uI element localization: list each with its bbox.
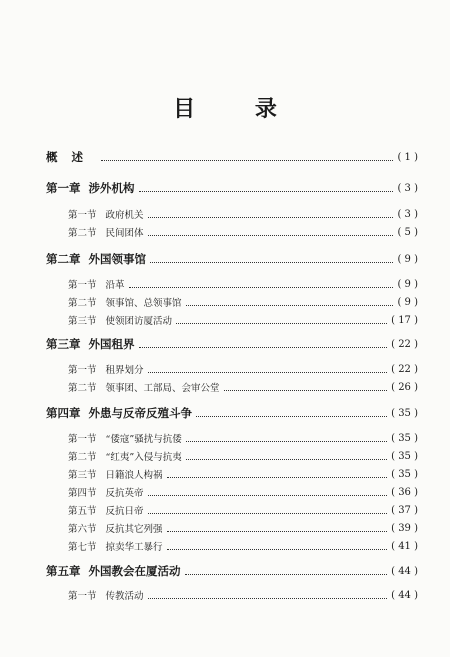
toc-page-number: ( 41 ) [391, 540, 418, 552]
toc-page-number: ( 35 ) [391, 450, 418, 462]
toc-entry-title: 传教活动 [105, 591, 144, 602]
toc-section-entry[interactable] [46, 465, 418, 483]
dot-leader [167, 531, 388, 532]
toc-chapter-entry[interactable] [46, 335, 418, 353]
toc-chapter-entry[interactable] [46, 148, 418, 166]
toc-entry-title: 使领团访厦活动 [105, 316, 173, 327]
toc-page-number: ( 22 ) [391, 363, 418, 375]
toc-section-entry[interactable] [46, 378, 418, 396]
dot-leader [101, 160, 393, 161]
toc-page-number: ( 3 ) [397, 208, 418, 220]
toc-entry-number: 第一节 [68, 434, 97, 445]
toc-entry-number: 第六节 [68, 524, 97, 535]
dot-leader [176, 323, 387, 324]
toc-entry-label [46, 485, 144, 499]
dot-leader [148, 372, 388, 373]
toc-entry-title: 反抗其它列强 [105, 524, 163, 535]
toc-entry-label [46, 180, 135, 196]
toc-entry-number: 第一节 [68, 591, 97, 602]
toc-section-entry[interactable] [46, 447, 418, 465]
toc-entry-number: 第二章 [46, 252, 81, 266]
dot-leader [148, 217, 394, 218]
toc-section-entry[interactable] [46, 311, 418, 329]
toc-page-number: ( 39 ) [391, 522, 418, 534]
toc-entry-label [46, 295, 182, 309]
dot-leader [148, 235, 394, 236]
toc-entry-number: 第一节 [68, 365, 97, 376]
toc-entry-title: “红夷”入侵与抗夷 [105, 452, 182, 463]
toc-entry-number: 第三章 [46, 337, 81, 351]
dot-leader [139, 191, 394, 192]
toc-entry-number: 第二节 [68, 383, 97, 394]
toc-entry-title: 租界划分 [105, 365, 144, 376]
toc-entry-number: 第三节 [68, 470, 97, 481]
toc-section-entry[interactable] [46, 360, 418, 378]
toc-chapter-entry[interactable] [46, 250, 418, 268]
dot-leader [139, 347, 388, 348]
toc-entry-label [46, 405, 192, 421]
toc-entry-label [46, 336, 135, 352]
toc-section-entry[interactable] [46, 205, 418, 223]
toc-page-number: ( 35 ) [391, 432, 418, 444]
dot-leader [148, 495, 388, 496]
toc-entry-label [46, 313, 172, 327]
toc-entry-number: 概述 [46, 150, 97, 164]
toc-entry-label [46, 563, 181, 579]
dot-leader [185, 574, 388, 575]
toc-entry-label [46, 521, 163, 535]
toc-page-number: ( 35 ) [391, 407, 418, 419]
toc-page-number: ( 9 ) [397, 296, 418, 308]
toc-entry-title: 反抗英帝 [105, 488, 144, 499]
toc-section-entry[interactable] [46, 586, 418, 604]
toc-entry-number: 第五节 [68, 506, 97, 517]
dot-leader [148, 598, 388, 599]
toc-page-number: ( 35 ) [391, 468, 418, 480]
toc-section-entry[interactable] [46, 293, 418, 311]
toc-entry-title: 政府机关 [105, 210, 144, 221]
dot-leader [167, 549, 388, 550]
dot-leader [150, 262, 393, 263]
toc-section-entry[interactable] [46, 519, 418, 537]
toc-page-number: ( 9 ) [397, 253, 418, 265]
toc-section-entry[interactable] [46, 223, 418, 241]
toc-entry-number: 第三节 [68, 316, 97, 327]
toc-entry-title: “倭寇”骚扰与抗倭 [105, 434, 182, 445]
toc-entry-number: 第七节 [68, 542, 97, 553]
toc-entry-title: 日籍浪人构祸 [105, 470, 163, 481]
dot-leader [186, 459, 387, 460]
toc-entry-label [46, 503, 144, 517]
dot-leader [186, 441, 387, 442]
dot-leader [148, 513, 388, 514]
toc-page-number: ( 9 ) [397, 278, 418, 290]
toc-entry-number: 第一节 [68, 210, 97, 221]
toc-entry-label [46, 467, 163, 481]
dot-leader [186, 305, 394, 306]
toc-chapter-entry[interactable] [46, 404, 418, 422]
toc-entry-title: 领事团、工部局、会审公堂 [105, 383, 220, 394]
toc-entry-number: 第二节 [68, 228, 97, 239]
toc-entry-title: 外国教会在厦活动 [88, 564, 181, 578]
toc-page-number: ( 44 ) [391, 589, 418, 601]
toc-entry-number: 第二节 [68, 452, 97, 463]
toc-entry-number: 第一节 [68, 280, 97, 291]
toc-entry-number: 第一章 [46, 181, 81, 195]
toc-entry-label [46, 539, 163, 553]
toc-page-number: ( 22 ) [391, 338, 418, 350]
toc-entry-title: 反抗日帝 [105, 506, 144, 517]
toc-chapter-entry[interactable] [46, 562, 418, 580]
toc-entry-label [46, 251, 146, 267]
dot-leader [196, 416, 387, 417]
toc-entry-number: 第二节 [68, 298, 97, 309]
toc-section-entry[interactable] [46, 275, 418, 293]
toc-page-number: ( 36 ) [391, 486, 418, 498]
toc-entry-label [46, 149, 97, 165]
toc-entry-number: 第五章 [46, 564, 81, 578]
toc-section-entry[interactable] [46, 501, 418, 519]
toc-entry-title: 民间团体 [105, 228, 144, 239]
toc-chapter-entry[interactable] [46, 179, 418, 197]
toc-entry-title: 外国租界 [88, 337, 135, 351]
toc-page-number: ( 17 ) [391, 314, 418, 326]
toc-entry-title: 外国领事馆 [88, 252, 146, 266]
toc-entry-label [46, 362, 144, 376]
toc-entry-title: 外患与反帝反殖斗争 [88, 406, 192, 420]
toc-entry-label [46, 588, 144, 602]
toc-entry-label [46, 431, 182, 445]
toc-entry-number: 第四章 [46, 406, 81, 420]
page-title: 目 录 [173, 96, 303, 122]
toc-entry-label [46, 380, 220, 394]
dot-leader [224, 390, 388, 391]
toc-page-number: ( 37 ) [391, 504, 418, 516]
toc-page-number: ( 3 ) [397, 182, 418, 194]
toc-page-number: ( 26 ) [391, 381, 418, 393]
toc-entry-number: 第四节 [68, 488, 97, 499]
toc-entry-title: 掠卖华工暴行 [105, 542, 163, 553]
toc-entry-label [46, 277, 125, 291]
toc-page-number: ( 44 ) [391, 565, 418, 577]
toc-page-number: ( 1 ) [397, 151, 418, 163]
toc-page-number: ( 5 ) [397, 226, 418, 238]
toc-entry-title: 涉外机构 [88, 181, 135, 195]
toc-entry-label [46, 449, 182, 463]
dot-leader [129, 287, 394, 288]
toc-section-entry[interactable] [46, 429, 418, 447]
toc-section-entry[interactable] [46, 483, 418, 501]
toc-entry-title: 领事馆、总领事馆 [105, 298, 182, 309]
toc-entry-title: 沿革 [105, 280, 125, 291]
toc-entry-label [46, 207, 144, 221]
toc-section-entry[interactable] [46, 537, 418, 555]
toc-entry-label [46, 225, 144, 239]
dot-leader [167, 477, 388, 478]
